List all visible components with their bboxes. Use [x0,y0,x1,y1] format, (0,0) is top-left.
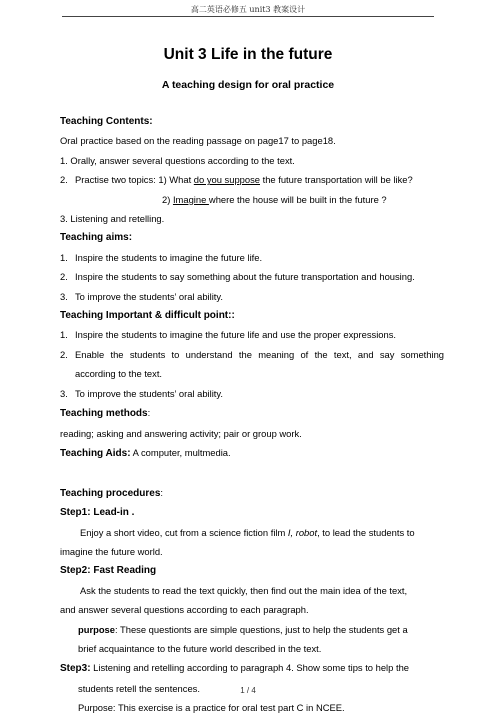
topic-2-text: where the house will be built in the future ? [208,193,387,205]
document-body [60,112,444,718]
section-heading-contents: Teaching Contents: [60,116,153,127]
contents-item-2-topic-2 [60,190,444,209]
aims-item-1 [60,248,444,267]
aims-item-text: Inspire the students to imagine the future life. [75,251,263,263]
aids-text: A computer, multmedia. [130,446,231,458]
step1-heading: Step1: Lead-in . [60,507,135,519]
important-item-1 [60,325,444,344]
important-item-2-continued: according to the text. [75,368,163,380]
methods-colon: : [147,407,151,419]
step2-heading: Step2: Fast Reading [60,565,157,577]
step3-heading: Step3: [60,663,91,675]
methods-heading-text: Teaching methods [60,408,148,420]
underlined-phrase: Imagine [172,193,209,205]
step1-text-continued: imagine the future world. [60,545,163,557]
list-number: 1. [60,329,68,341]
section-heading-aids: Teaching Aids: [60,447,131,459]
contents-item-1: 1. Orally, answer several questions according to the text. [60,154,295,166]
aims-item-text: Inspire the students to say something about the future transportation and housing. [75,271,415,283]
step3-line [60,658,444,678]
contents-item-3: 3. Listening and retelling. [60,213,165,225]
aids-line [60,443,444,463]
contents-intro: Oral practice based on the reading passage on page17 to page18. [60,135,336,147]
topic-number: 2) [162,193,173,205]
procedures-colon: : [160,486,164,498]
important-item-text: To improve the students’ oral ability. [75,387,223,399]
list-number: 2. [60,348,68,360]
document-subtitle: A teaching design for oral practice [161,79,335,91]
contents-item-2-text: Practise two topics: 1) What [75,174,194,186]
aims-item-2 [60,267,444,286]
header-divider [62,16,434,17]
film-title: I, robot [287,526,318,538]
section-heading-methods [60,403,444,423]
step3-text: Listening and retelling according to paragraph 4. Show some tips to help the [90,662,409,674]
step3-text-continued: students retell the sentences. [78,682,200,694]
important-item-text: Inspire the students to imagine the future life and use the proper expressions. [75,329,397,341]
step2-purpose [60,620,444,639]
contents-item-2-text-end: the future transportation will be like? [260,174,413,186]
list-number: 2. [60,174,68,186]
step2-text-continued: and answer several questions according to each paragraph. [60,604,309,616]
important-item-3 [60,384,444,403]
page-number: 1 / 4 [240,686,256,695]
purpose-text: : These questionts are simple questions, just to help the students get a [114,623,408,635]
procedures-heading-text: Teaching procedures [60,487,161,499]
page-header: 高二英语必修五 unit3 教案设计 [190,5,306,14]
section-heading-important-points: Teaching Important & difficult point:: [60,310,235,322]
aims-item-text: To improve the students’ oral ability. [75,290,223,302]
section-heading-procedures [60,483,444,503]
list-number: 2. [60,271,68,283]
section-heading-aims: Teaching aims: [60,232,133,244]
aims-item-3 [60,287,444,306]
step2-purpose-continued: brief acquaintance to the future world described in the text. [78,642,322,654]
list-number: 3. [60,290,68,302]
list-number: 1. [60,251,68,263]
step1-text-start: Enjoy a short video, cut from a science fiction film [80,526,288,538]
contents-item-2 [60,170,444,189]
step1-text-end: , to lead the students to [317,526,415,538]
important-item-2 [60,345,444,364]
document-title: Unit 3 Life in the future [163,46,333,63]
methods-text: reading; asking and answering activity; pair or group work. [60,427,302,439]
underlined-phrase: do you suppose [193,174,260,186]
step2-text: Ask the students to read the text quickly, then find out the main idea of the text, [80,584,408,596]
step3-purpose: Purpose: This exercise is a practice for oral test part C in NCEE. [78,702,345,714]
purpose-label: purpose [78,623,115,635]
step1-text [60,523,444,542]
important-item-text: Enable the students to understand the meaning of the text, and say something [75,348,444,360]
list-number: 3. [60,387,68,399]
blank-line [60,463,444,482]
